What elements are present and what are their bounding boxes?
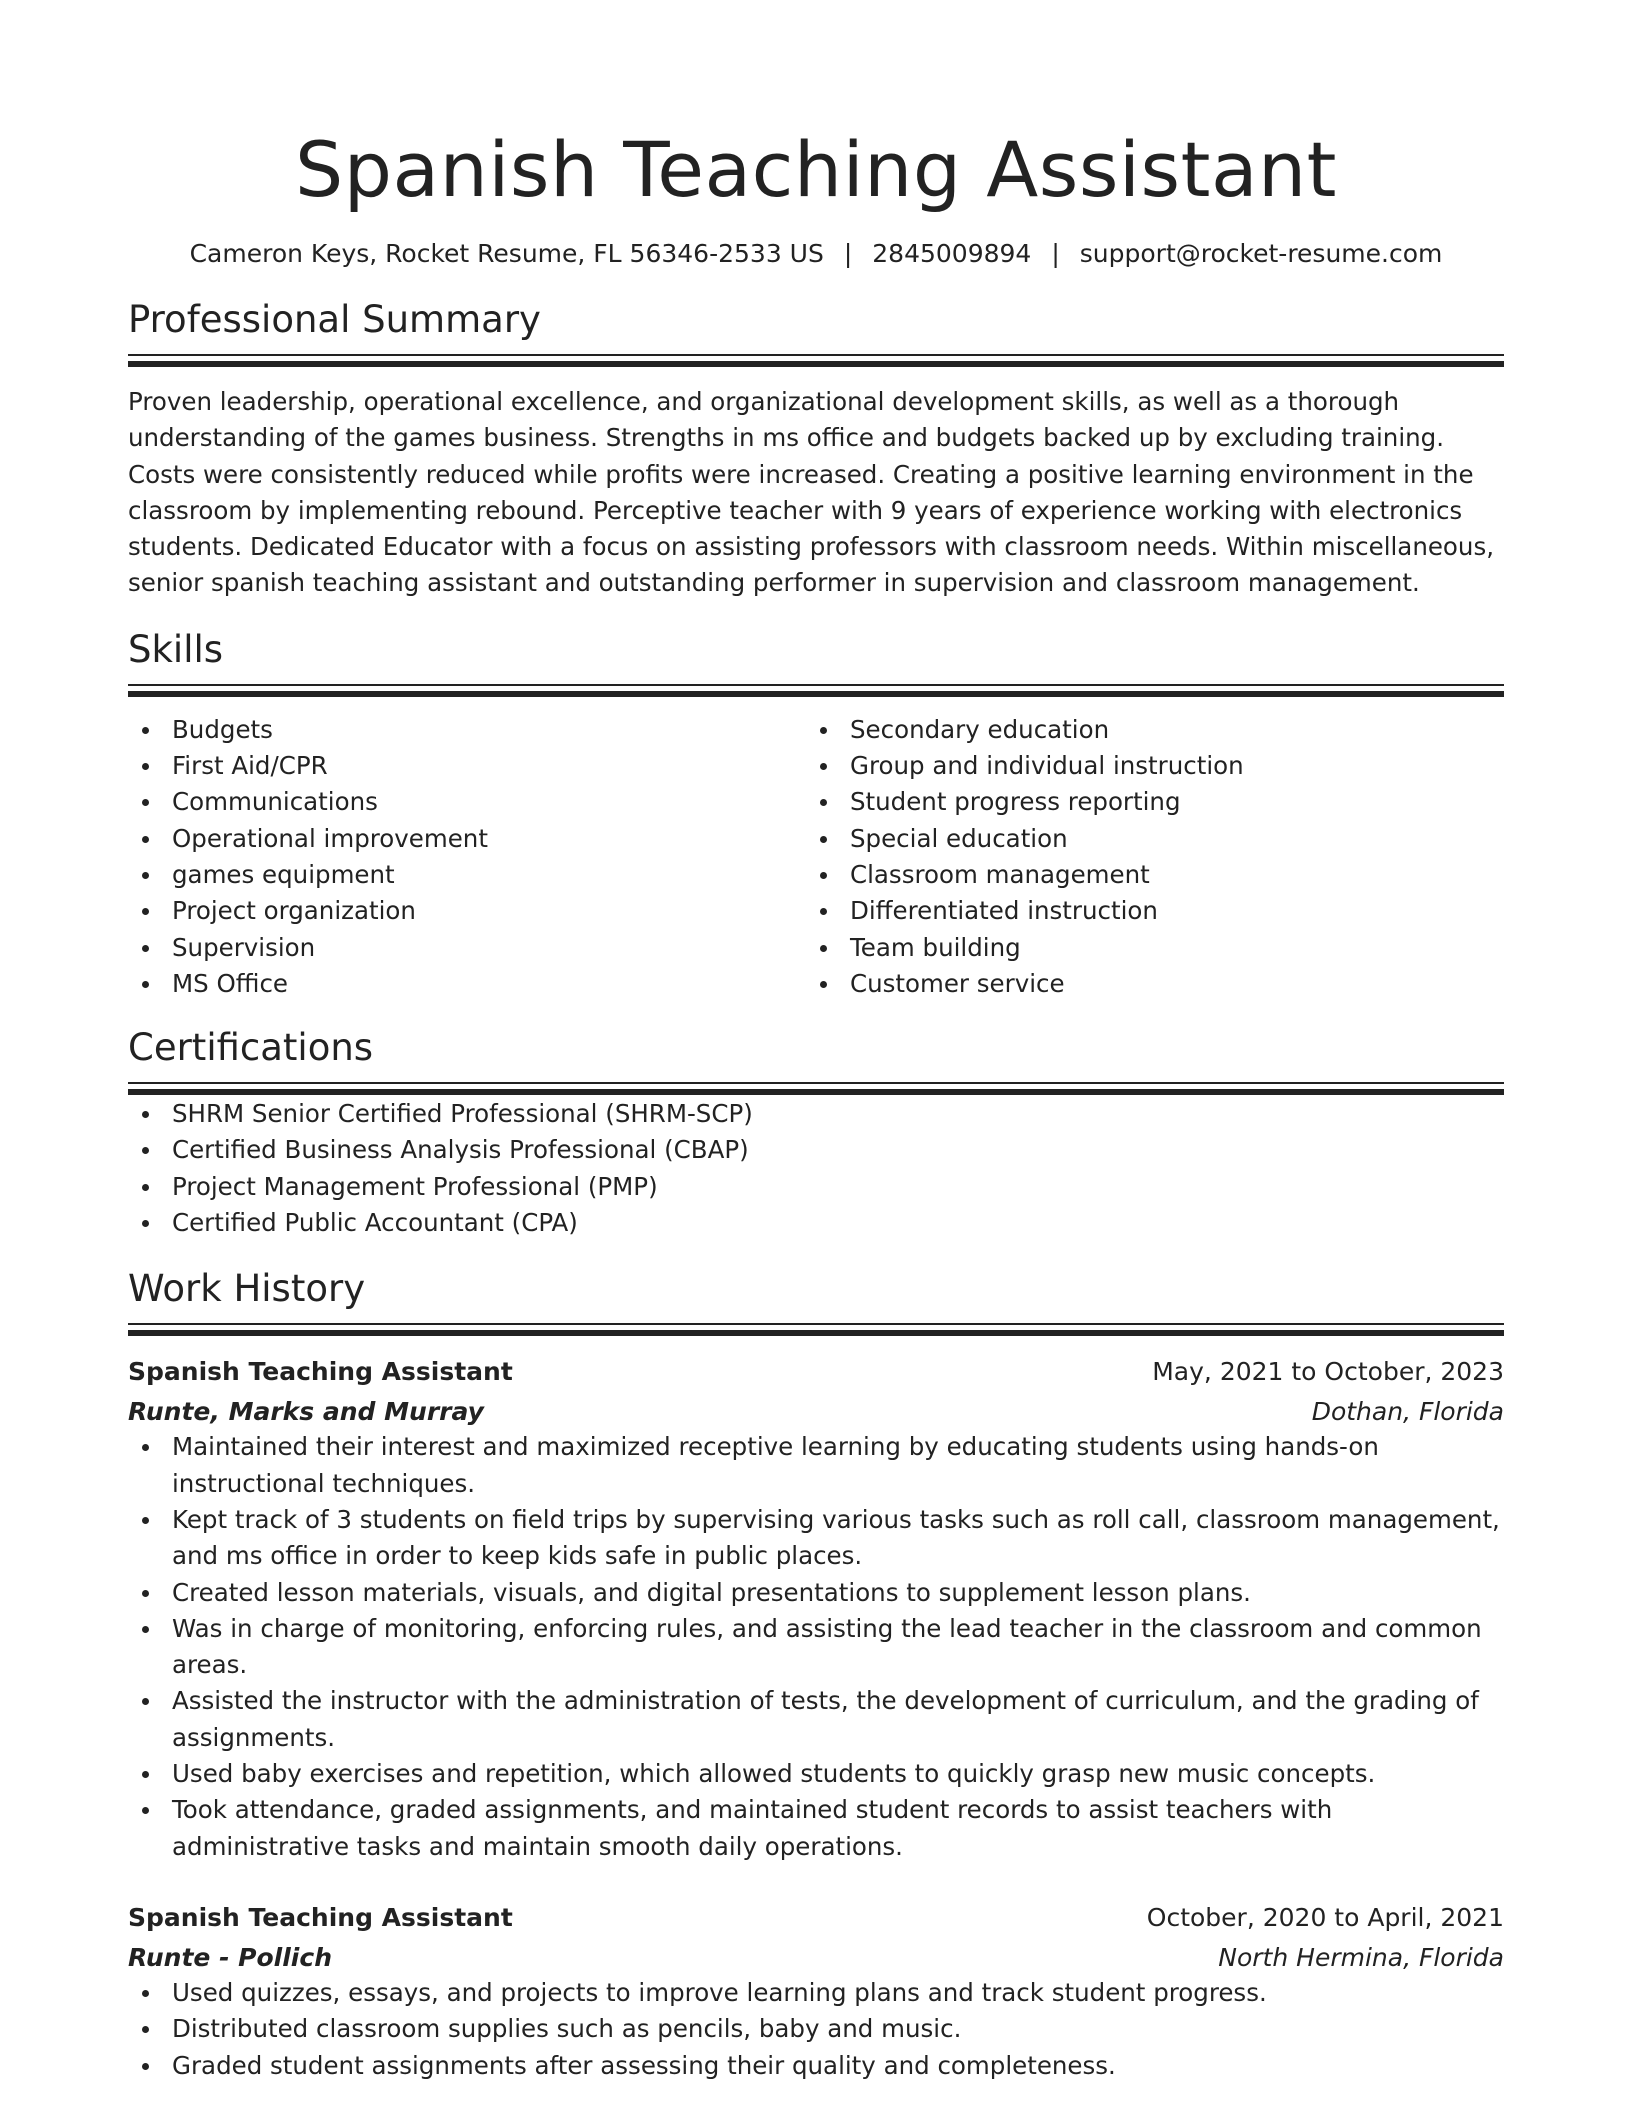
skill-item: MS Office [128, 966, 806, 1002]
job-entry [128, 1901, 1504, 2084]
certification-item: SHRM Senior Certified Professional (SHRM-SCP) [128, 1096, 1504, 1132]
skill-item: Project organization [128, 893, 806, 929]
skill-item: Special education [806, 821, 1484, 857]
skills-section [128, 628, 1504, 1002]
section-divider [128, 1082, 1504, 1096]
job-location: Dothan, Florida [1311, 1397, 1504, 1427]
job-company-row [128, 1395, 1504, 1429]
job-duty-item: Distributed classroom supplies such as pencils, baby and music. [128, 2011, 1504, 2047]
skill-item: Budgets [128, 712, 806, 748]
skill-item: Group and individual instruction [806, 748, 1484, 784]
job-company: Runte - Pollich [128, 1942, 332, 1972]
skill-item: Student progress reporting [806, 784, 1484, 820]
work-history-section [128, 1267, 1504, 2083]
skill-item: Communications [128, 784, 806, 820]
contact-address: Cameron Keys, Rocket Resume, FL 56346-2533 US [189, 239, 824, 268]
job-duty-item: Took attendance, graded assignments, and maintained student records to assist teachers with administrative tasks and maintain smooth daily operations. [128, 1792, 1504, 1865]
job-header-row [128, 1355, 1504, 1389]
job-duty-item: Assisted the instructor with the administration of tests, the development of curriculum, and the grading of assignments. [128, 1683, 1504, 1756]
skill-item: Customer service [806, 966, 1484, 1002]
job-title: Spanish Teaching Assistant [128, 1357, 513, 1387]
section-title-certifications: Certifications [128, 1026, 374, 1070]
section-title-summary: Professional Summary [128, 298, 541, 341]
job-duty-item: Maintained their interest and maximized receptive learning by educating students using hands-on instructional techniques. [128, 1429, 1504, 1502]
section-divider [128, 1323, 1504, 1337]
certification-item: Project Management Professional (PMP) [128, 1169, 1504, 1205]
skill-item: Classroom management [806, 857, 1484, 893]
skill-item: Operational improvement [128, 821, 806, 857]
job-duty-item: Created lesson materials, visuals, and digital presentations to supplement lesson plans. [128, 1575, 1504, 1611]
skill-item: games equipment [128, 857, 806, 893]
job-duty-item: Kept track of 3 students on field trips by supervising various tasks such as roll call, classroom management, and ms office in order to keep kids safe in public places. [128, 1502, 1504, 1575]
contact-line [128, 238, 1504, 270]
job-company: Runte, Marks and Murray [128, 1397, 484, 1427]
skill-item: Differentiated instruction [806, 893, 1484, 929]
job-duties-list [128, 1975, 1504, 2084]
job-title: Spanish Teaching Assistant [128, 1902, 513, 1932]
contact-email: support@rocket-resume.com [1079, 239, 1443, 268]
skills-list-right [806, 712, 1484, 1002]
skill-item: Supervision [128, 930, 806, 966]
certification-item: Certified Public Accountant (CPA) [128, 1205, 1504, 1241]
job-dates: May, 2021 to October, 2023 [1152, 1357, 1504, 1387]
section-title-work-history: Work History [128, 1267, 366, 1311]
job-duty-item: Used quizzes, essays, and projects to improve learning plans and track student progress. [128, 1975, 1504, 2011]
job-dates: October, 2020 to April, 2021 [1146, 1902, 1504, 1932]
job-duty-item: Used baby exercises and repetition, which allowed students to quickly grasp new music concepts. [128, 1756, 1504, 1792]
resume-name: Spanish Teaching Assistant [295, 125, 1337, 214]
skill-item: Team building [806, 930, 1484, 966]
contact-phone: 2845009894 [872, 239, 1032, 268]
summary-text: Proven leadership, operational excellence, and organizational development skills, as well as a thorough understanding of the games business. Strengths in ms office and budgets backed up by excluding training. Costs were consistently reduced while profits were increased. Creating a positive learning environment in the classroom by implementing rebound. Perceptive teacher with 9 years of experience working with electronics students. Dedicated Educator with a focus on assisting professors with classroom needs. Within miscellaneous, senior spanish teaching assistant and outstanding performer in supervision and classroom management. [128, 387, 1494, 598]
certifications-section [128, 1026, 1504, 1241]
job-location: North Hermina, Florida [1218, 1942, 1504, 1972]
job-duty-item: Graded student assignments after assessing their quality and completeness. [128, 2048, 1504, 2084]
resume-page [128, 0, 1504, 2084]
section-title-skills: Skills [128, 627, 224, 671]
contact-separator: | [1051, 239, 1060, 268]
section-divider [128, 354, 1504, 368]
certification-item: Certified Business Analysis Professional (CBAP) [128, 1132, 1504, 1168]
job-duty-item: Was in charge of monitoring, enforcing rules, and assisting the lead teacher in the classroom and common areas. [128, 1611, 1504, 1684]
job-header-row [128, 1901, 1504, 1935]
skill-item: First Aid/CPR [128, 748, 806, 784]
professional-summary-section [128, 298, 1504, 602]
section-divider [128, 684, 1504, 698]
skill-item: Secondary education [806, 712, 1484, 748]
contact-separator: | [843, 239, 853, 268]
job-duties-list [128, 1429, 1504, 1865]
skills-list-left [128, 712, 806, 1002]
job-entry [128, 1355, 1504, 1865]
job-company-row [128, 1941, 1504, 1975]
skills-columns [128, 712, 1504, 1002]
certifications-list [128, 1096, 1504, 1241]
